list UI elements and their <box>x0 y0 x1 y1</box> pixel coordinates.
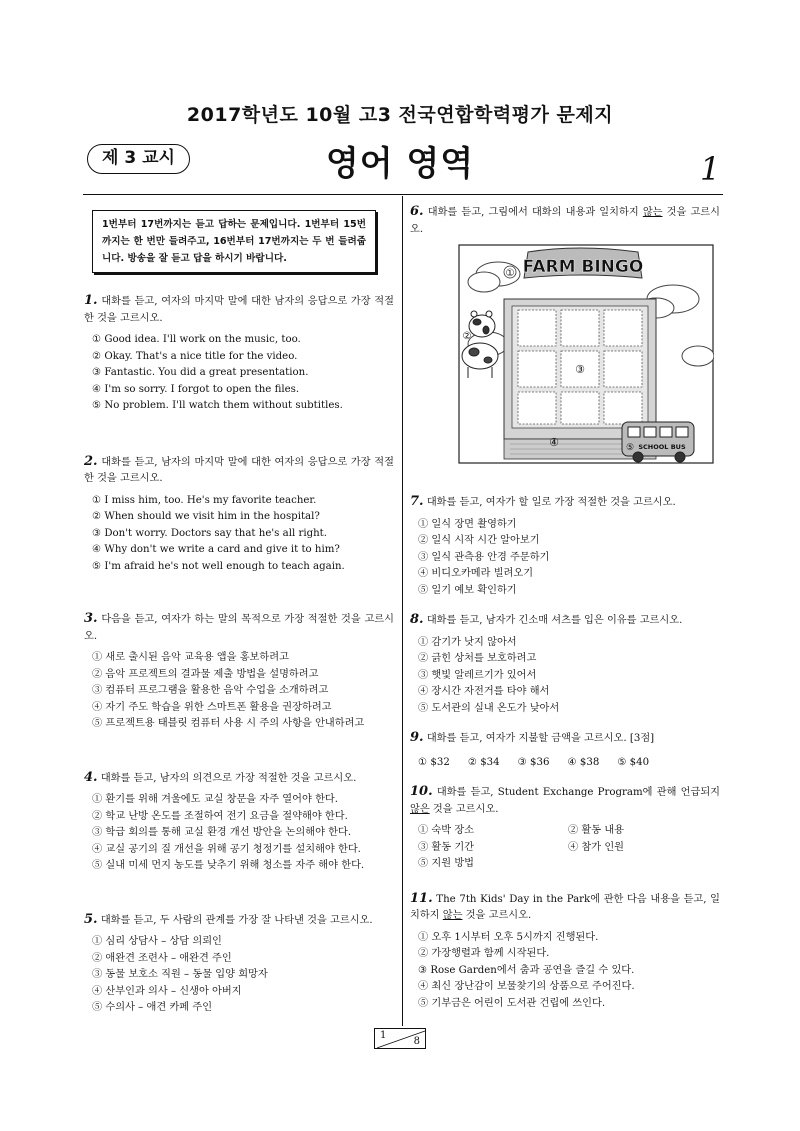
school-bus-icon <box>622 422 694 462</box>
choice[interactable]: ① Good idea. I'll work on the music, too. <box>92 334 301 345</box>
question-number: 5. <box>84 911 98 927</box>
choice[interactable]: ④ $38 <box>567 756 600 768</box>
figure-label-5: ⑤ <box>625 443 635 453</box>
choice[interactable]: ① 감기가 낫지 않아서 <box>418 636 517 648</box>
question-text-b: 것을 고르시오. <box>462 910 532 921</box>
question-number: 3. <box>84 611 98 626</box>
question-stem <box>84 293 394 327</box>
choice[interactable]: ⑤ I'm afraid he's not well enough to teach again. <box>92 560 345 572</box>
choice[interactable]: ② 음악 프로젝트의 결과물 제출 방법을 설명하려고 <box>92 668 319 680</box>
column-divider <box>402 196 403 1026</box>
choice[interactable]: ④ 비디오카메라 빌려오기 <box>418 568 534 579</box>
question-10 <box>410 784 720 873</box>
choice-list <box>410 823 720 873</box>
choice[interactable]: ③ 학급 회의를 통해 교실 환경 개선 방안을 논의해야 한다. <box>92 827 352 838</box>
question-3 <box>84 611 394 733</box>
question-text: 대화를 듣고, 남자가 긴소매 셔츠를 입은 이유를 고르시오. <box>426 615 683 626</box>
choice[interactable]: ① 오후 1시부터 오후 5시까지 진행된다. <box>418 931 599 943</box>
choice[interactable]: ② 긁힌 상처를 보호하려고 <box>418 653 537 664</box>
figure-label-4: ④ <box>549 436 559 449</box>
farm-bingo-illustration <box>458 244 714 464</box>
question-text-b: 것을 고르시오. <box>429 803 499 815</box>
choice[interactable]: ⑤ 프로젝트용 태블릿 컴퓨터 사용 시 주의 사항을 안내하려고 <box>92 718 365 729</box>
question-text-a: 대화를 듣고, 그림에서 대화의 내용과 일치하지 <box>427 207 643 218</box>
subject-title: 영어 영역 <box>325 144 475 184</box>
question-stem <box>410 494 720 512</box>
period-badge: 제 3 교시 <box>87 144 190 174</box>
choice[interactable]: ④ 장시간 자전거를 타야 해서 <box>418 686 550 697</box>
question-number: 1. <box>84 293 98 308</box>
choice[interactable]: ③ 활동 기간 <box>418 841 475 853</box>
choice[interactable]: ⑤ $40 <box>617 756 650 768</box>
question-number: 4. <box>84 769 98 785</box>
question-text-underlined: 않는 <box>642 207 663 218</box>
question-stem <box>410 891 720 925</box>
question-stem <box>410 612 720 630</box>
page-number: 1 <box>700 150 721 188</box>
choice-list <box>84 792 394 875</box>
farm-bingo-figure <box>458 244 714 464</box>
left-column <box>84 204 394 1017</box>
question-text-a: 대화를 듣고, Student Exchange Program에 관해 언급되지 <box>436 787 720 798</box>
question-stem <box>410 204 720 238</box>
choice-list <box>410 635 720 718</box>
choice-list <box>410 517 720 600</box>
figure-label-2: ② <box>462 331 472 342</box>
total-pages: 8 <box>413 1036 420 1047</box>
choice[interactable]: ④ 참가 인원 <box>568 841 625 853</box>
question-number: 7. <box>410 494 424 509</box>
choice[interactable]: ④ 교실 공기의 질 개선을 위해 공기 청정기를 설치해야 한다. <box>92 843 361 855</box>
choice[interactable]: ③ Rose Garden에서 춤과 공연을 즐길 수 있다. <box>418 964 635 976</box>
choice[interactable]: ① I miss him, too. He's my favorite teacher. <box>92 494 317 506</box>
choice-list <box>84 493 394 576</box>
choice[interactable]: ⑤ 실내 미세 먼지 농도를 낮추기 위해 청소를 자주 해야 한다. <box>92 860 365 871</box>
choice[interactable]: ① $32 <box>418 756 450 768</box>
choice[interactable]: ② 학교 난방 온도를 조절하여 전기 요금을 절약해야 한다. <box>92 810 348 822</box>
choice[interactable]: ① 숙박 장소 <box>418 825 475 836</box>
choice[interactable]: ⑤ 수의사 – 애견 카페 주인 <box>92 1002 213 1013</box>
choice[interactable]: ③ 동물 보호소 직원 – 동물 입양 희망자 <box>92 969 268 980</box>
question-5 <box>84 912 394 1017</box>
question-number: 9. <box>410 730 424 745</box>
choice[interactable]: ⑤ No problem. I'll watch them without subtitles. <box>92 400 343 411</box>
choice[interactable]: ③ 햇빛 알레르기가 있어서 <box>418 669 537 681</box>
question-number: 8. <box>410 612 424 627</box>
choice[interactable]: ② $34 <box>467 756 500 768</box>
question-stem <box>84 912 394 930</box>
question-text: 대화를 듣고, 두 사람의 관계를 가장 잘 나타낸 것을 고르시오. <box>100 914 373 926</box>
question-stem <box>84 770 394 788</box>
choice[interactable]: ③ 일식 관측용 안경 주문하기 <box>418 551 550 563</box>
question-stem <box>410 730 720 748</box>
question-text-b: 것을 고르시오. <box>410 207 720 235</box>
question-7 <box>410 494 720 599</box>
question-text-a: The 7th Kids' Day in the Park에 관한 다음 내용을 듣고, 일치하지 <box>410 893 720 921</box>
header-divider <box>83 194 723 195</box>
bus-text: SCHOOL BUS <box>638 443 686 451</box>
question-text: 대화를 듣고, 남자의 마지막 말에 대한 여자의 응답으로 가장 적절한 것을 고르시오. <box>84 456 394 484</box>
choice[interactable]: ② When should we visit him in the hospital? <box>92 511 320 522</box>
bingo-title: FARM BINGO <box>522 257 644 277</box>
question-8 <box>410 612 720 717</box>
choice-list <box>84 650 394 733</box>
choice[interactable]: ① 환기를 위해 겨울에도 교실 창문을 자주 열어야 한다. <box>92 794 338 805</box>
right-column <box>410 204 720 1012</box>
current-page: 1 <box>380 1030 387 1041</box>
question-text: 대화를 듣고, 여자가 지불할 금액을 고르시오. [3점] <box>426 733 655 744</box>
choice[interactable]: ④ I'm so sorry. I forgot to open the files. <box>92 383 300 395</box>
choice-list <box>84 332 394 415</box>
choice-list <box>410 930 720 1013</box>
choice[interactable]: ④ 자기 주도 학습을 위한 스마트폰 활용을 권장하려고 <box>92 701 332 713</box>
choice[interactable]: ③ 컴퓨터 프로그램을 활용한 음악 수업을 소개하려고 <box>92 685 329 696</box>
choice-list <box>410 755 720 772</box>
question-9 <box>410 730 720 771</box>
choice[interactable]: ③ Fantastic. You did a great presentation. <box>92 367 309 378</box>
choice[interactable]: ④ 산부인과 의사 – 신생아 아버지 <box>92 985 242 997</box>
choice[interactable]: ② 일식 시작 시간 알아보기 <box>418 535 540 546</box>
choice[interactable]: ② 애완견 조련사 – 애완견 주인 <box>92 952 232 964</box>
question-1 <box>84 293 394 415</box>
choice[interactable]: ① 심리 상담사 – 상담 의뢰인 <box>92 936 222 947</box>
choice[interactable]: ① 새로 출시된 음악 교육용 앱을 홍보하려고 <box>92 652 289 663</box>
question-text-underlined: 않은 <box>410 803 430 815</box>
choice[interactable]: ④ 최신 장난감이 보물찾기의 상품으로 주어진다. <box>418 981 635 992</box>
exam-title: 2017학년도 10월 고3 전국연합학력평가 문제지 <box>186 104 614 126</box>
choice[interactable]: ① 일식 장면 촬영하기 <box>418 518 517 530</box>
figure-label-3: ③ <box>575 363 585 376</box>
choice[interactable]: ② 활동 내용 <box>568 825 625 836</box>
question-stem <box>84 454 394 488</box>
question-stem <box>410 784 720 818</box>
choice[interactable]: ② Okay. That's a nice title for the video. <box>92 350 298 362</box>
choice[interactable]: ⑤ 도서관의 실내 온도가 낮아서 <box>418 702 560 714</box>
question-number: 11. <box>410 890 433 906</box>
listening-notice: 1번부터 17번까지는 듣고 답하는 문제입니다. 1번부터 15번까지는 한 번만 들려주고, 16번부터 17번까지는 두 번 들려줍니다. 방송을 잘 듣고 답을 하시기 바랍니다. <box>92 210 376 273</box>
figure-label-1: ① <box>505 268 515 279</box>
question-text: 대화를 듣고, 여자의 마지막 말에 대한 남자의 응답으로 가장 적절한 것을 고르시오. <box>84 296 394 324</box>
question-6 <box>410 204 720 464</box>
question-text: 대화를 듣고, 여자가 할 일로 가장 적절한 것을 고르시오. <box>426 497 676 508</box>
question-number: 10. <box>410 784 433 799</box>
question-text: 다음을 듣고, 여자가 하는 말의 목적으로 가장 적절한 것을 고르시오. <box>84 614 394 642</box>
question-text-underlined: 않는 <box>442 910 463 921</box>
question-stem <box>84 611 394 645</box>
choice[interactable]: ③ Don't worry. Doctors say that he's all right. <box>92 527 327 539</box>
choice-list <box>84 934 394 1017</box>
question-2 <box>84 454 394 576</box>
choice[interactable]: ② 가장행렬과 함께 시작된다. <box>418 948 550 959</box>
choice[interactable]: ⑤ 지원 방법 <box>418 858 475 869</box>
question-text: 대화를 듣고, 남자의 의견으로 가장 적절한 것을 고르시오. <box>100 772 357 784</box>
choice[interactable]: ⑤ 일기 예보 확인하기 <box>418 584 517 596</box>
question-number: 6. <box>410 204 424 219</box>
question-4 <box>84 770 394 875</box>
choice[interactable]: ③ $36 <box>517 756 550 768</box>
page-indicator <box>374 1028 426 1049</box>
question-number: 2. <box>84 453 98 469</box>
choice[interactable]: ⑤ 기부금은 어린이 도서관 건립에 쓰인다. <box>418 997 606 1009</box>
question-11 <box>410 891 720 1013</box>
choice[interactable]: ④ Why don't we write a card and give it to him? <box>92 544 340 555</box>
